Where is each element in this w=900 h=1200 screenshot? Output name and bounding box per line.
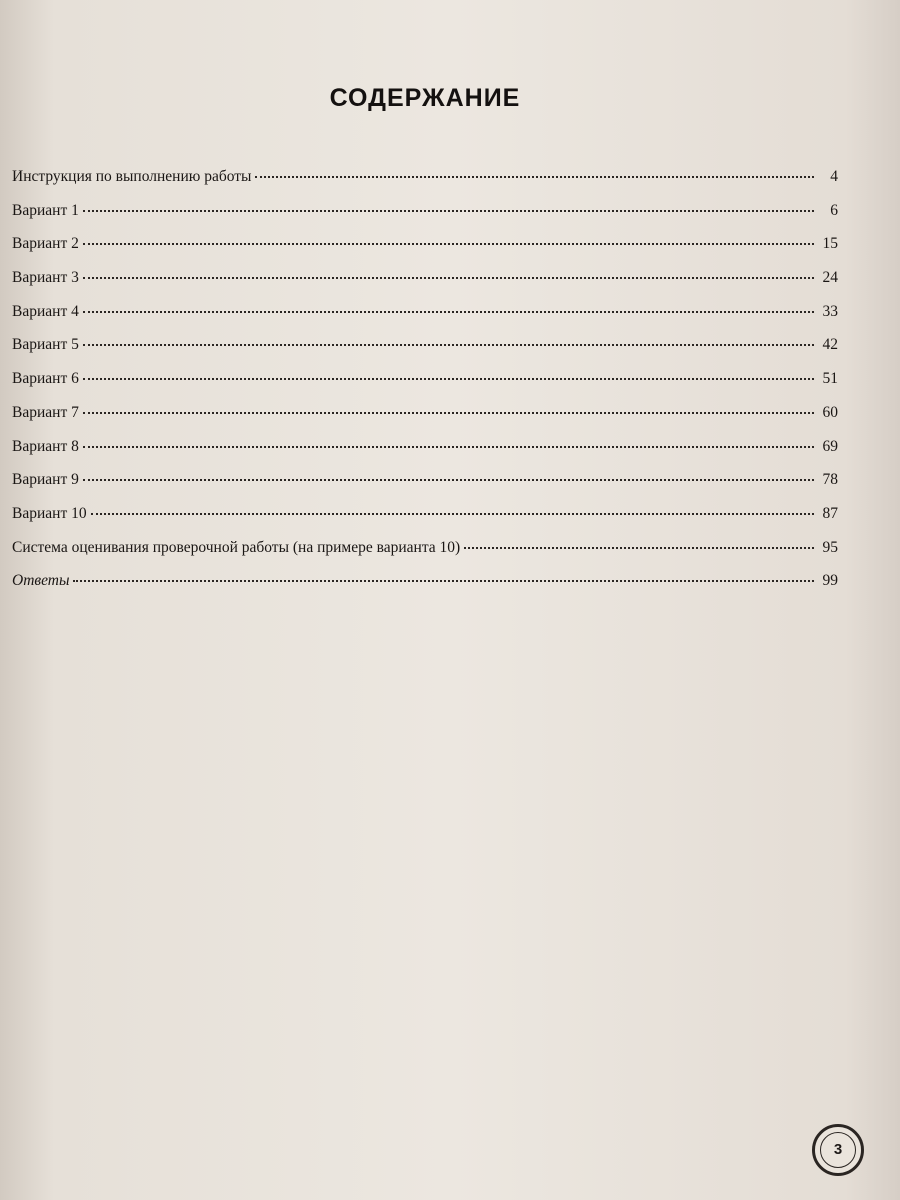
dot-leader bbox=[91, 513, 814, 515]
toc-entry-page: 95 bbox=[822, 538, 838, 556]
toc-entry-label: Вариант 4 bbox=[12, 302, 79, 320]
toc-entry-page: 6 bbox=[830, 201, 838, 219]
toc-entry-variant-3[interactable] bbox=[12, 269, 838, 303]
toc-entry-instructions[interactable] bbox=[12, 168, 838, 202]
toc-entry-variant-7[interactable] bbox=[12, 404, 838, 438]
toc-entry-variant-2[interactable] bbox=[12, 235, 838, 269]
page-number: 3 bbox=[833, 1141, 843, 1158]
toc-entry-page: 87 bbox=[822, 504, 838, 522]
table-of-contents bbox=[12, 168, 838, 606]
page-number-badge bbox=[812, 1124, 864, 1176]
dot-leader bbox=[83, 210, 814, 212]
toc-entry-label: Вариант 7 bbox=[12, 403, 79, 421]
dot-leader bbox=[83, 243, 814, 245]
toc-entry-label: Вариант 2 bbox=[12, 235, 79, 253]
dot-leader bbox=[255, 176, 814, 178]
toc-entry-page: 69 bbox=[822, 437, 838, 455]
toc-entry-variant-6[interactable] bbox=[12, 370, 838, 404]
toc-entry-page: 42 bbox=[822, 336, 838, 354]
toc-entry-page: 99 bbox=[822, 572, 838, 590]
toc-entry-label: Вариант 6 bbox=[12, 370, 79, 388]
dot-leader bbox=[83, 344, 814, 346]
toc-entry-answers[interactable] bbox=[12, 572, 838, 606]
dot-leader bbox=[83, 311, 814, 313]
toc-entry-page: 78 bbox=[822, 471, 838, 489]
toc-entry-variant-5[interactable] bbox=[12, 336, 838, 370]
toc-entry-variant-1[interactable] bbox=[12, 202, 838, 236]
toc-entry-page: 4 bbox=[830, 168, 838, 185]
toc-entry-variant-10[interactable] bbox=[12, 505, 838, 539]
toc-entry-page: 33 bbox=[822, 302, 838, 320]
dot-leader bbox=[464, 547, 814, 549]
dot-leader bbox=[83, 446, 814, 448]
toc-entry-label: Вариант 1 bbox=[12, 201, 79, 219]
dot-leader bbox=[83, 378, 814, 380]
toc-entry-label: Ответы bbox=[12, 572, 70, 590]
toc-entry-label: Инструкция по выполнению работы bbox=[12, 168, 252, 185]
toc-entry-page: 24 bbox=[822, 269, 838, 287]
toc-entry-label: Вариант 8 bbox=[12, 437, 79, 455]
toc-entry-label: Вариант 9 bbox=[12, 471, 79, 489]
dot-leader bbox=[83, 412, 814, 414]
dot-leader bbox=[83, 277, 814, 279]
toc-entry-page: 51 bbox=[822, 370, 838, 388]
toc-entry-label: Вариант 5 bbox=[12, 336, 79, 354]
toc-entry-page: 60 bbox=[822, 403, 838, 421]
page-title: СОДЕРЖАНИЕ bbox=[329, 84, 521, 112]
dot-leader bbox=[83, 479, 814, 481]
toc-entry-variant-8[interactable] bbox=[12, 438, 838, 472]
toc-entry-variant-4[interactable] bbox=[12, 303, 838, 337]
toc-entry-page: 15 bbox=[822, 235, 838, 253]
toc-entry-grading-system[interactable] bbox=[12, 539, 838, 573]
dot-leader bbox=[73, 580, 814, 582]
toc-entry-label: Вариант 10 bbox=[12, 504, 87, 522]
toc-entry-variant-9[interactable] bbox=[12, 471, 838, 505]
toc-entry-label: Вариант 3 bbox=[12, 269, 79, 287]
toc-entry-label: Система оценивания проверочной работы (на примере варианта 10) bbox=[12, 538, 461, 556]
